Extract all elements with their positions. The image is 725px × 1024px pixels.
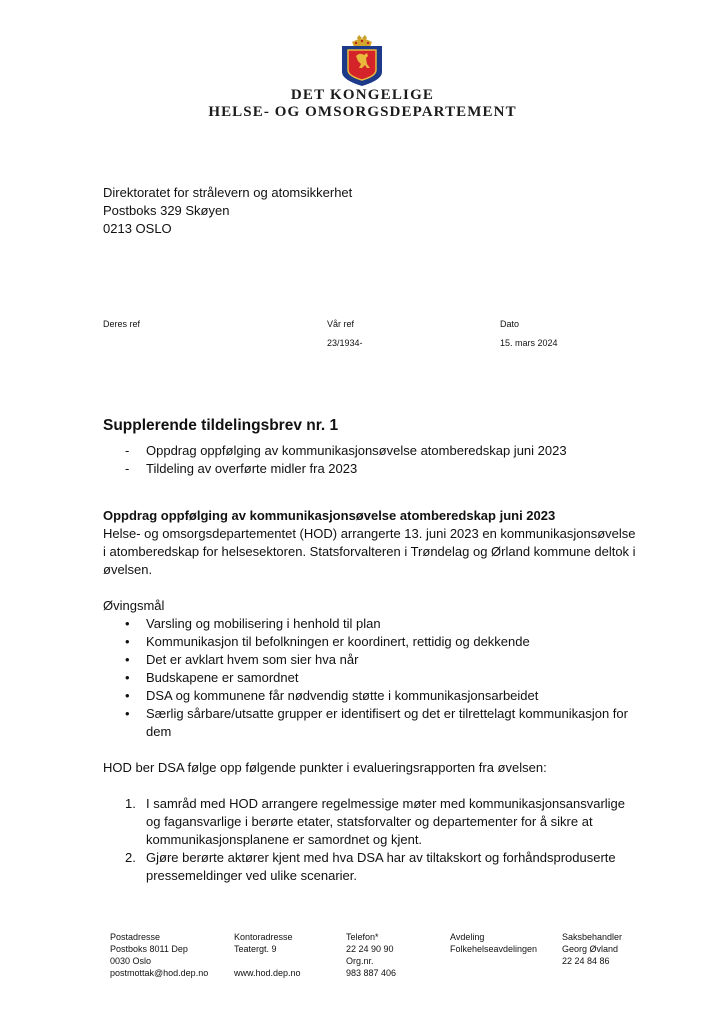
- royal-crest-icon: [336, 32, 388, 88]
- followup-points: [103, 795, 663, 885]
- point-number: 1.: [125, 796, 136, 811]
- footer-value: Org.nr.: [346, 956, 374, 966]
- footer-value: Georg Øvland: [562, 944, 619, 954]
- footer-value: Folkehelseavdelingen: [450, 944, 538, 954]
- goal-text: Det er avklart hvem som sier hva når: [146, 652, 359, 667]
- followup-intro: HOD ber DSA følge opp følgende punkter i evalueringsrapporten fra øvelsen:: [103, 760, 547, 775]
- footer-website: www.hod.dep.no: [234, 968, 301, 978]
- letter-body: [103, 416, 663, 885]
- footer-label: Kontoradresse: [234, 932, 293, 942]
- recipient-line: Direktoratet for strålevern og atomsikkerhet: [103, 185, 353, 200]
- letter-title: Supplerende tildelingsbrev nr. 1: [103, 417, 339, 434]
- point-line: og fagansvarlige i berørte etater, statsforvalter og departementer for å sikre at: [146, 814, 593, 829]
- list-item: • Særlig sårbare/utsatte grupper er identifisert og det er tilrettelagt kommunikasjon for: [125, 706, 628, 721]
- point-line: kommunikasjonsplanene er samordnet og kjent.: [146, 832, 423, 847]
- date-value: 15. mars 2024: [500, 338, 558, 348]
- goal-text: Budskapene er samordnet: [146, 670, 299, 685]
- subject-text: Oppdrag oppfølging av kommunikasjonsøvelse atomberedskap juni 2023: [146, 443, 567, 458]
- list-item: • Budskapene er samordnet: [125, 670, 299, 685]
- footer-value: 22 24 84 86: [562, 956, 610, 966]
- recipient-line: 0213 OSLO: [103, 221, 172, 236]
- ministry-line-2: HELSE- OG OMSORGSDEPARTEMENT: [208, 104, 517, 120]
- footer-email: postmottak@hod.dep.no: [110, 968, 209, 978]
- footer-saksbehandler: [562, 931, 622, 967]
- list-item: • Det er avklart hvem som sier hva når: [125, 652, 359, 667]
- footer-value: 22 24 90 90: [346, 944, 394, 954]
- footer-label: Saksbehandler: [562, 932, 623, 942]
- paragraph-line: Helse- og omsorgsdepartementet (HOD) arrangerte 13. juni 2023 en kommunikasjonsøvelse: [103, 526, 636, 541]
- deres-ref-label: Deres ref: [103, 319, 141, 329]
- ministry-name: [200, 87, 525, 121]
- section-paragraph: [103, 525, 663, 579]
- point-line: Gjøre berørte aktører kjent med hva DSA har av tiltakskort og forhåndsproduserte: [146, 850, 616, 865]
- footer-avdeling: [450, 931, 537, 955]
- list-item: [103, 723, 663, 741]
- footer-label: Postadresse: [110, 932, 161, 942]
- list-item: - Tildeling av overførte midler fra 2023: [125, 461, 358, 476]
- section-heading: Oppdrag oppfølging av kommunikasjonsøvelse atomberedskap juni 2023: [103, 508, 556, 523]
- list-item: • Varsling og mobilisering i henhold til plan: [125, 616, 381, 631]
- goals-list: [103, 615, 663, 741]
- point-line: pressemeldinger ved ulike scenarier.: [146, 868, 357, 883]
- footer-telefon: [346, 931, 396, 979]
- goal-text: DSA og kommunene får nødvendig støtte i kommunikasjonsarbeidet: [146, 688, 539, 703]
- list-item: [103, 849, 663, 885]
- footer-postadresse: [110, 931, 208, 979]
- var-ref-label: Vår ref: [327, 319, 355, 329]
- point-line: I samråd med HOD arrangere regelmessige møter med kommunikasjonsansvarlige: [146, 796, 626, 811]
- goal-text: Varsling og mobilisering i henhold til plan: [146, 616, 381, 631]
- list-item: • DSA og kommunene får nødvendig støtte i kommunikasjonsarbeidet: [125, 688, 539, 703]
- goal-text: Særlig sårbare/utsatte grupper er identifisert og det er tilrettelagt kommunikasjon for: [146, 706, 628, 721]
- footer-value: [234, 955, 301, 967]
- footer-value: Teatergt. 9: [234, 944, 277, 954]
- goal-text: Kommunikasjon til befolkningen er koordinert, rettidig og dekkende: [146, 634, 530, 649]
- point-number: 2.: [125, 850, 136, 865]
- subject-list: [103, 442, 663, 478]
- date-label: Dato: [500, 319, 520, 329]
- footer-label: Avdeling: [450, 932, 485, 942]
- list-item: - Oppdrag oppfølging av kommunikasjonsøvelse atomberedskap juni 2023: [125, 443, 567, 458]
- recipient-line: Postboks 329 Skøyen: [103, 203, 230, 218]
- footer-label: Telefon*: [346, 932, 379, 942]
- footer-value: 983 887 406: [346, 968, 397, 978]
- paragraph-line: øvelsen.: [103, 562, 153, 577]
- list-item: [103, 795, 663, 849]
- paragraph-line: i atomberedskap for helsesektoren. Statsforvalteren i Trøndelag og Ørland kommune deltok i: [103, 544, 636, 559]
- footer-kontoradresse: [234, 931, 301, 979]
- goals-label: Øvingsmål: [103, 598, 165, 613]
- list-item: • Kommunikasjon til befolkningen er koordinert, rettidig og dekkende: [125, 634, 530, 649]
- footer-value: Postboks 8011 Dep: [110, 944, 188, 954]
- recipient-address: [103, 184, 352, 238]
- var-ref-value: 23/1934-: [327, 338, 363, 348]
- subject-text: Tildeling av overførte midler fra 2023: [146, 461, 358, 476]
- goal-text: dem: [146, 724, 172, 739]
- footer-value: 0030 Oslo: [110, 956, 152, 966]
- ministry-line-1: DET KONGELIGE: [290, 87, 435, 103]
